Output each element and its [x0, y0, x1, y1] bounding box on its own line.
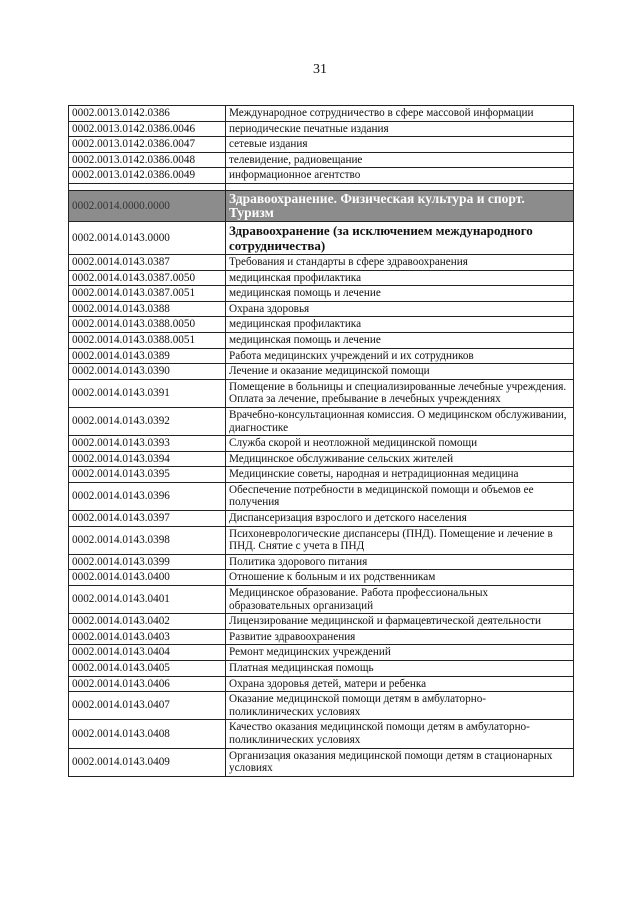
name-cell: Требования и стандарты в сфере здравоохранения — [226, 254, 574, 270]
table-row — [69, 301, 574, 317]
name-cell: Оказание медицинской помощи детям в амбулаторно-поликлинических условиях — [226, 692, 574, 720]
name-cell: Диспансеризация взрослого и детского населения — [226, 511, 574, 527]
table-row — [69, 348, 574, 364]
name-cell: Лечение и оказание медицинской помощи — [226, 364, 574, 380]
code-cell: 0002.0014.0143.0388.0050 — [69, 317, 226, 333]
page-number: 31 — [313, 62, 327, 77]
code-cell: 0002.0014.0143.0399 — [69, 554, 226, 570]
name-cell: Медицинское обслуживание сельских жителей — [226, 451, 574, 467]
code-cell: 0002.0014.0143.0387.0050 — [69, 270, 226, 286]
name-cell: Служба скорой и неотложной медицинской помощи — [226, 436, 574, 452]
code-cell: 0002.0014.0143.0394 — [69, 451, 226, 467]
table-row — [69, 451, 574, 467]
table-row — [69, 720, 574, 748]
code-cell: 0002.0014.0143.0406 — [69, 676, 226, 692]
table-row — [69, 570, 574, 586]
code-cell: 0002.0014.0143.0397 — [69, 511, 226, 527]
name-cell — [226, 183, 574, 190]
name-cell: периодические печатные издания — [226, 121, 574, 137]
code-cell: 0002.0014.0143.0398 — [69, 526, 226, 554]
code-cell: 0002.0014.0143.0388.0051 — [69, 332, 226, 348]
table-row — [69, 332, 574, 348]
code-cell: 0002.0014.0143.0404 — [69, 645, 226, 661]
code-cell: 0002.0013.0142.0386 — [69, 106, 226, 122]
table-row — [69, 526, 574, 554]
name-cell: медицинская профилактика — [226, 317, 574, 333]
code-cell: 0002.0014.0143.0392 — [69, 407, 226, 435]
table-row — [69, 467, 574, 483]
table-row — [69, 482, 574, 510]
name-cell: Платная медицинская помощь — [226, 661, 574, 677]
name-cell: Лицензирование медицинской и фармацевтической деятельности — [226, 614, 574, 630]
table-row — [69, 286, 574, 302]
name-cell: телевидение, радиовещание — [226, 152, 574, 168]
name-cell: Ремонт медицинских учреждений — [226, 645, 574, 661]
code-cell: 0002.0014.0143.0407 — [69, 692, 226, 720]
code-cell: 0002.0014.0143.0403 — [69, 629, 226, 645]
name-cell: медицинская помощь и лечение — [226, 332, 574, 348]
name-cell: Охрана здоровья — [226, 301, 574, 317]
code-cell: 0002.0013.0142.0386.0047 — [69, 137, 226, 153]
name-cell: медицинская профилактика — [226, 270, 574, 286]
name-cell: Политика здорового питания — [226, 554, 574, 570]
name-cell: Психоневрологические диспансеры (ПНД). Помещение и лечение в ПНД. Снятие с учета в ПНД — [226, 526, 574, 554]
code-cell: 0002.0014.0143.0390 — [69, 364, 226, 380]
table-row — [69, 586, 574, 614]
table-row — [69, 270, 574, 286]
table-row — [69, 407, 574, 435]
code-cell: 0002.0014.0143.0401 — [69, 586, 226, 614]
code-cell: 0002.0014.0143.0387 — [69, 254, 226, 270]
name-cell: Охрана здоровья детей, матери и ребенка — [226, 676, 574, 692]
name-cell: Медицинские советы, народная и нетрадиционная медицина — [226, 467, 574, 483]
code-cell: 0002.0013.0142.0386.0046 — [69, 121, 226, 137]
table-row — [69, 436, 574, 452]
name-cell: Международное сотрудничество в сфере массовой информации — [226, 106, 574, 122]
table-row — [69, 692, 574, 720]
name-cell: Качество оказания медицинской помощи детям в амбулаторно-поликлинических условиях — [226, 720, 574, 748]
code-cell: 0002.0013.0142.0386.0048 — [69, 152, 226, 168]
table-row — [69, 254, 574, 270]
topic-header-row — [69, 221, 574, 254]
name-cell: сетевые издания — [226, 137, 574, 153]
table-row — [69, 106, 574, 122]
name-cell: Здравоохранение. Физическая культура и спорт. Туризм — [226, 190, 574, 221]
name-cell: Организация оказания медицинской помощи детям в стационарных условиях — [226, 748, 574, 776]
table-row — [69, 379, 574, 407]
table-row — [69, 317, 574, 333]
name-cell: Помещение в больницы и специализированные лечебные учреждения. Оплата за лечение, пребывание в лечебных учреждениях — [226, 379, 574, 407]
table-row — [69, 152, 574, 168]
code-cell: 0002.0014.0143.0387.0051 — [69, 286, 226, 302]
code-cell: 0002.0014.0143.0396 — [69, 482, 226, 510]
table-row — [69, 554, 574, 570]
name-cell: Работа медицинских учреждений и их сотрудников — [226, 348, 574, 364]
code-cell: 0002.0014.0143.0405 — [69, 661, 226, 677]
table-row — [69, 121, 574, 137]
code-cell: 0002.0014.0143.0391 — [69, 379, 226, 407]
name-cell: Врачебно-консультационная комиссия. О медицинском обслуживании, диагностике — [226, 407, 574, 435]
spacer-row — [69, 183, 574, 190]
table-row — [69, 748, 574, 776]
name-cell: Обеспечение потребности в медицинской помощи и объемов ее получения — [226, 482, 574, 510]
name-cell: Здравоохранение (за исключением международного сотрудничества) — [226, 221, 574, 254]
table-row — [69, 511, 574, 527]
table-row — [69, 676, 574, 692]
classifier-table-body — [69, 106, 574, 777]
code-cell — [69, 183, 226, 190]
code-cell: 0002.0014.0143.0409 — [69, 748, 226, 776]
code-cell: 0002.0014.0143.0393 — [69, 436, 226, 452]
name-cell: Развитие здравоохранения — [226, 629, 574, 645]
code-cell: 0002.0014.0143.0408 — [69, 720, 226, 748]
table-row — [69, 137, 574, 153]
table-row — [69, 645, 574, 661]
table-row — [69, 614, 574, 630]
name-cell: информационное агентство — [226, 168, 574, 184]
name-cell: медицинская помощь и лечение — [226, 286, 574, 302]
code-cell: 0002.0014.0143.0400 — [69, 570, 226, 586]
code-cell: 0002.0014.0000.0000 — [69, 190, 226, 221]
code-cell: 0002.0014.0143.0000 — [69, 221, 226, 254]
code-cell: 0002.0013.0142.0386.0049 — [69, 168, 226, 184]
section-header-row — [69, 190, 574, 221]
code-cell: 0002.0014.0143.0402 — [69, 614, 226, 630]
table-row — [69, 168, 574, 184]
table-row — [69, 629, 574, 645]
code-cell: 0002.0014.0143.0395 — [69, 467, 226, 483]
name-cell: Медицинское образование. Работа профессиональных образовательных организаций — [226, 586, 574, 614]
code-cell: 0002.0014.0143.0389 — [69, 348, 226, 364]
code-cell: 0002.0014.0143.0388 — [69, 301, 226, 317]
name-cell: Отношение к больным и их родственникам — [226, 570, 574, 586]
table-row — [69, 661, 574, 677]
classifier-table — [68, 105, 574, 777]
table-row — [69, 364, 574, 380]
